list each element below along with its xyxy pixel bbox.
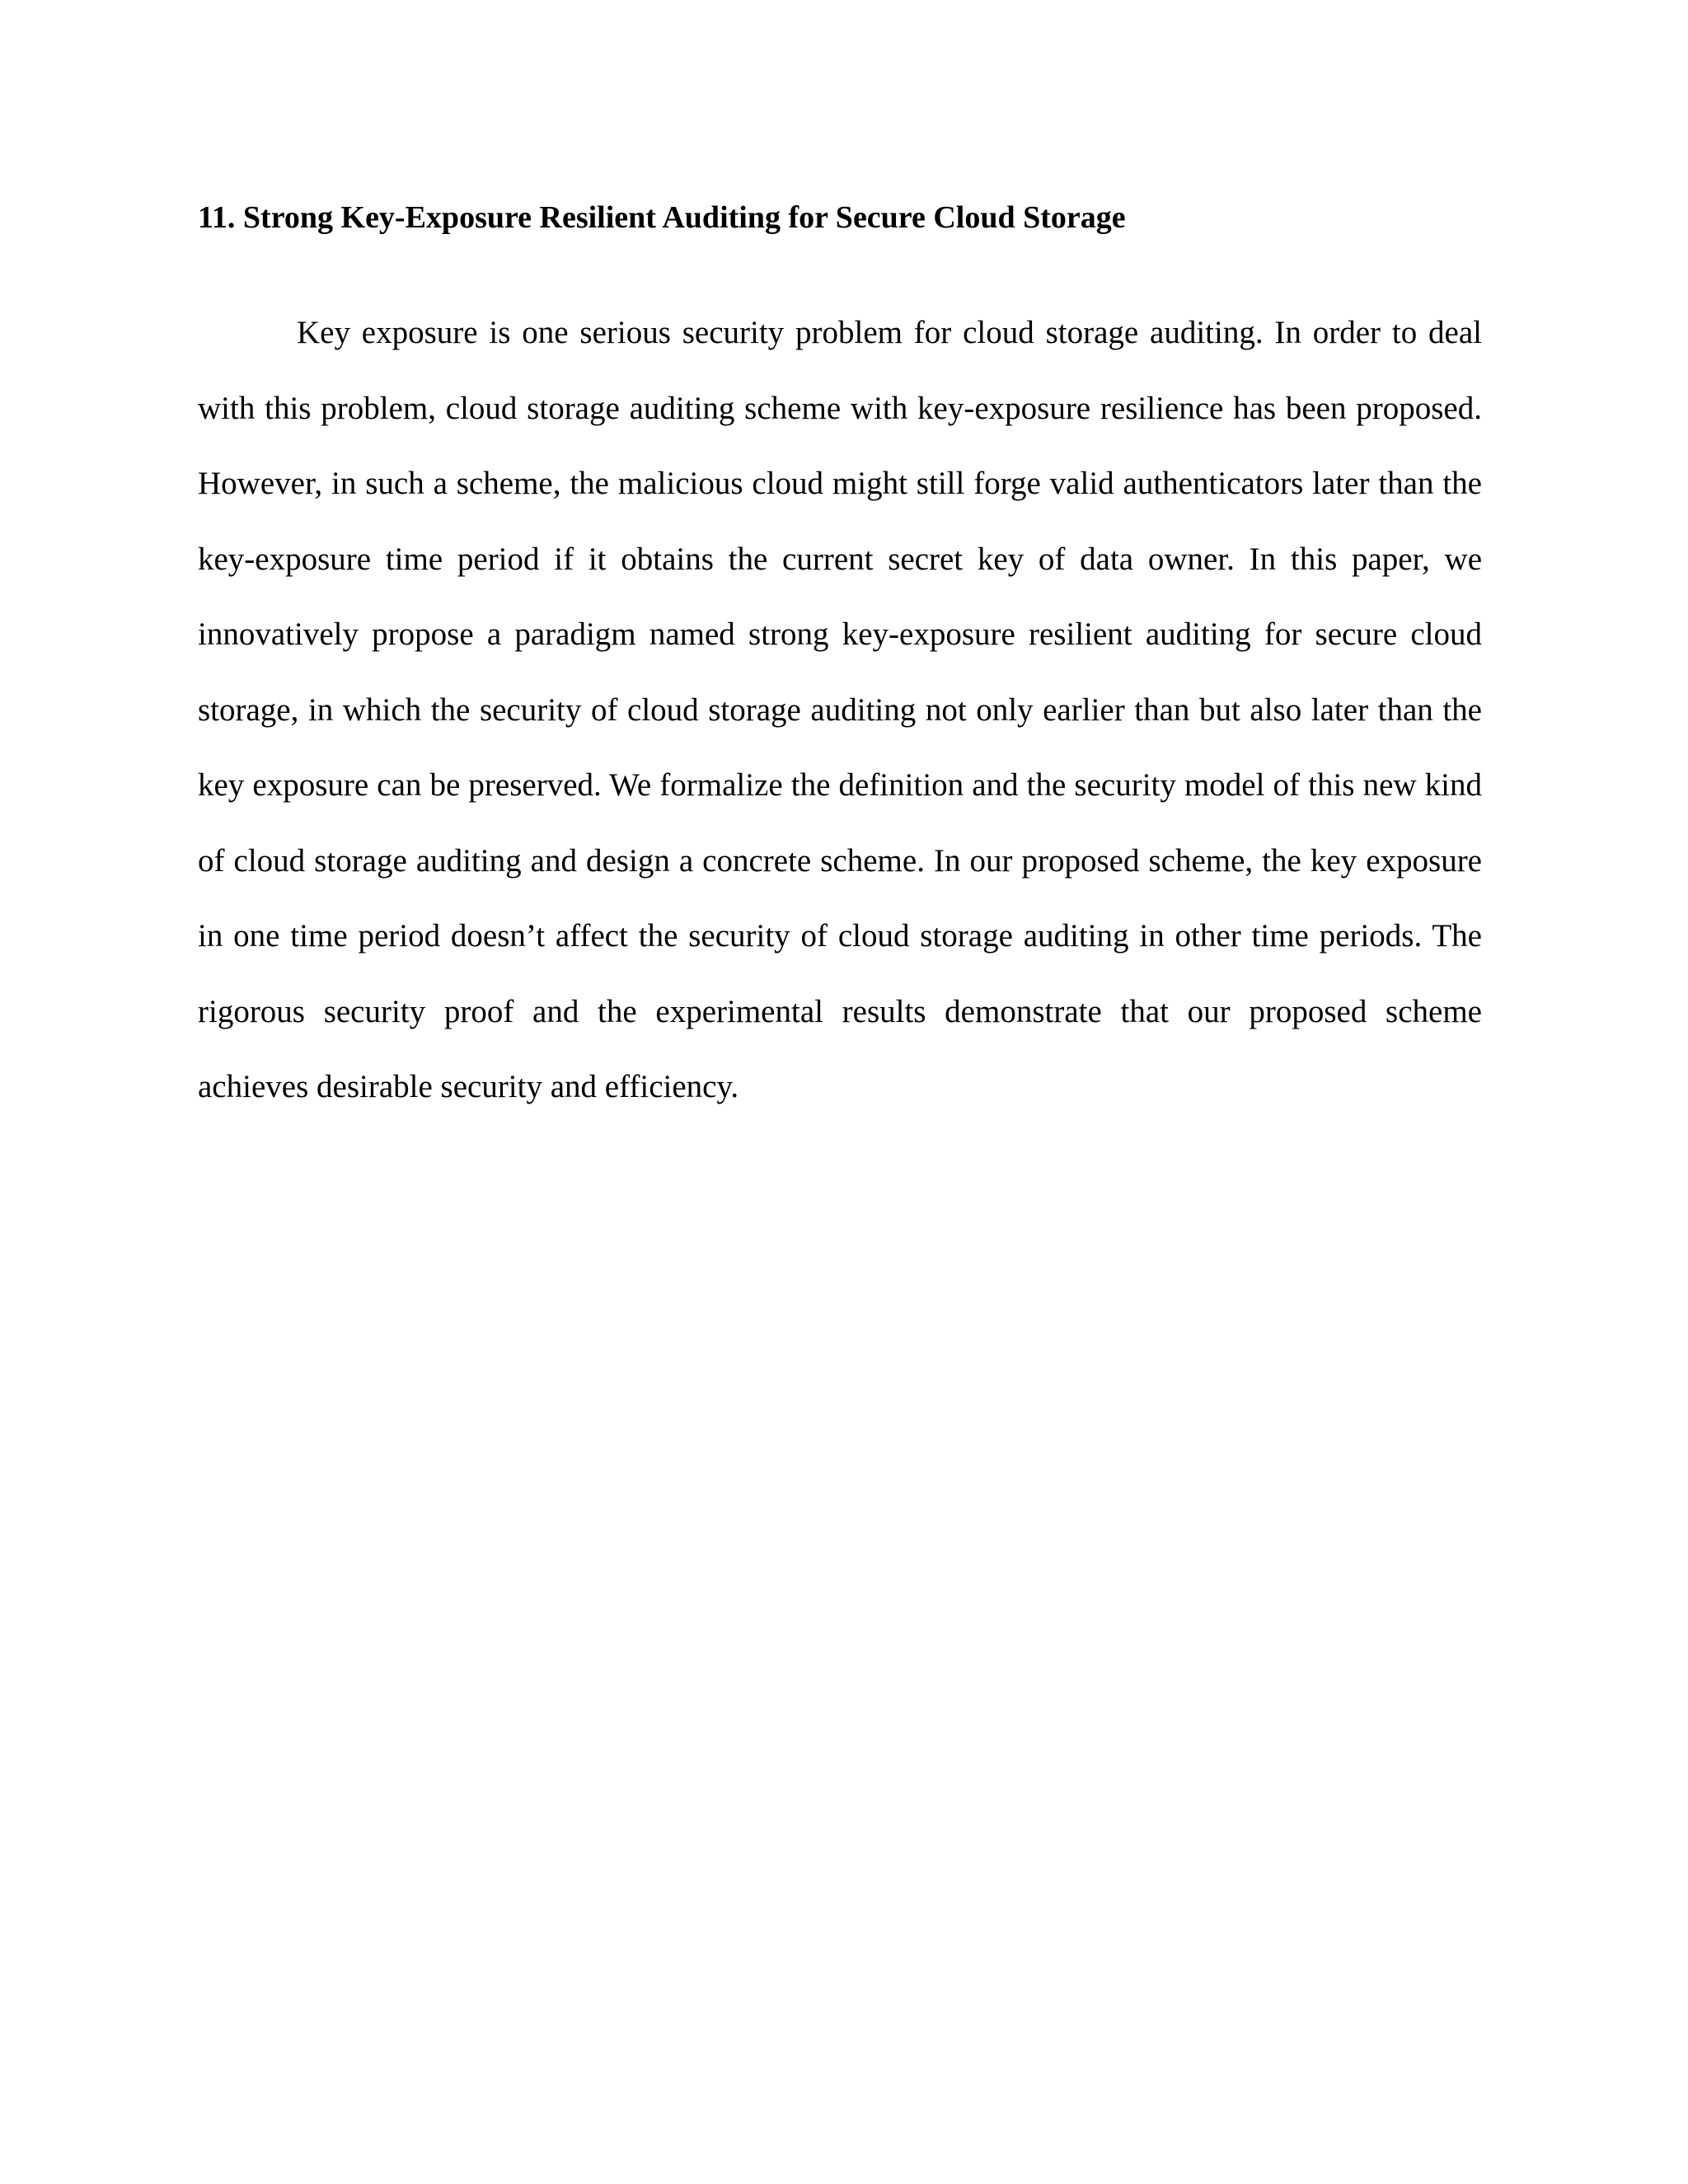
abstract-paragraph: Key exposure is one serious security problem for cloud storage auditing. In order to deal with this problem, cloud storage auditing scheme with key-exposure resilience has been proposed. However, in such a scheme, the malicious cloud might still forge valid authenticators later than the key-exposure time period if it obtains the current secret key of data owner. In this paper, we innovatively propose a paradigm named strong key-exposure resilient auditing for secure cloud storage, in which the security of cloud storage auditing not only earlier than but also later than the key exposure can be preserved. We formalize the definition and the security model of this new kind of cloud storage auditing and design a concrete scheme. In our proposed scheme, the key exposure in one time period doesn’t affect the security of cloud storage auditing in other time periods. The rigorous security proof and the experimental results demonstrate that our proposed scheme achieves desirable security and efficiency. [198, 315, 1482, 1104]
document-title: 11. Strong Key-Exposure Resilient Auditing for Secure Cloud Storage [198, 200, 1126, 235]
